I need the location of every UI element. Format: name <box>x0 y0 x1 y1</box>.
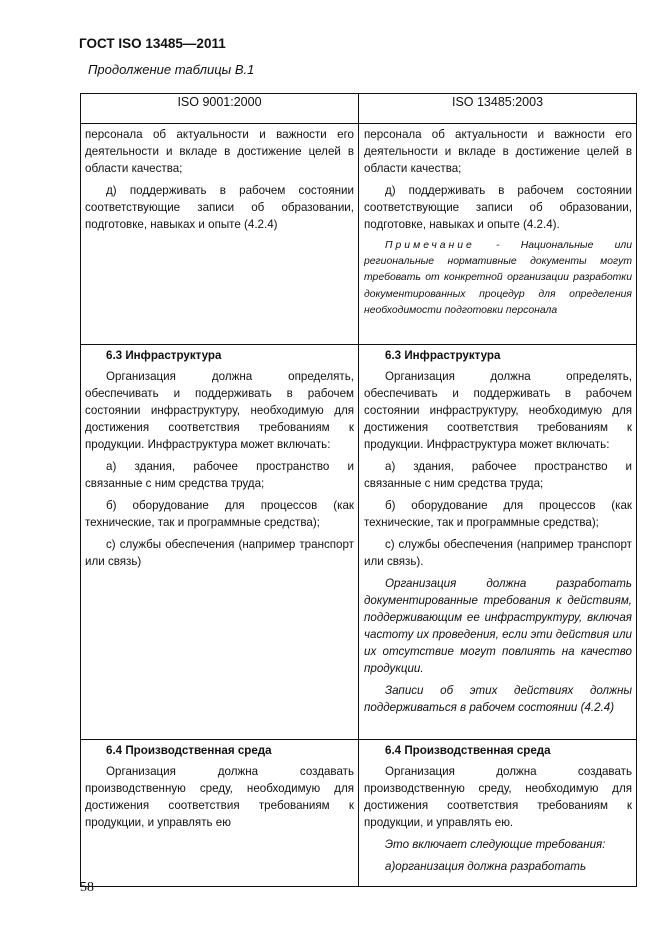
row2-left-cell <box>85 347 354 575</box>
comparison-table <box>80 93 637 887</box>
row1-right-note <box>364 238 632 319</box>
row1-right-paragraph: персонала об актуальности и важности его деятельности и вкладе в достижение целей в области качества; <box>364 128 632 175</box>
section-heading: 6.3 Инфраструктура <box>106 349 222 362</box>
document-title: ГОСТ ISO 13485—2011 <box>79 36 226 51</box>
row3-right-paragraph: Организация должна создавать производственную среду, необходимую для достижения соответствия требованиям к продукции, и управлять ею. <box>364 765 632 829</box>
row2-left-item-a: а) здания, рабочее пространство и связанные с ним средства труда; <box>85 460 354 490</box>
note-text: - Национальные или региональные нормативные документы могут требовать от конкретной организации разработки документированных процедур для определения необходимости подготовки персонала <box>364 240 632 316</box>
row3-right-cell <box>364 742 632 880</box>
column-divider <box>358 94 359 886</box>
section-heading: 6.4 Производственная среда <box>385 744 551 757</box>
row-divider <box>81 344 636 345</box>
row3-right-italic-paragraph: Это включает следующие требования: <box>385 838 606 851</box>
row2-right-item-c: с) службы обеспечения (например транспорт или связь). <box>364 538 632 568</box>
row2-right-cell <box>364 347 632 721</box>
row2-right-italic-paragraph: Записи об этих действиях должны поддерживаться в рабочем состоянии (4.2.4) <box>364 684 632 714</box>
section-heading: 6.4 Производственная среда <box>106 744 272 757</box>
column-header-left: ISO 9001:2000 <box>177 95 262 109</box>
row1-left-item-d: д) поддерживать в рабочем состоянии соответствующие записи об образовании, подготовке, навыках и опыте (4.2.4) <box>85 184 354 231</box>
row3-left-cell <box>85 742 354 836</box>
note-label: Примечание <box>385 240 475 251</box>
section-heading: 6.3 Инфраструктура <box>385 349 501 362</box>
row2-right-item-a: а) здания, рабочее пространство и связанные с ним средства труда; <box>364 460 632 490</box>
row2-left-item-c: с) службы обеспечения (например транспорт или связь) <box>85 538 354 568</box>
table-continuation-caption: Продолжение таблицы В.1 <box>88 62 255 77</box>
row3-left-paragraph: Организация должна создавать производственную среду, необходимую для достижения соответствия требованиям к продукции, и управлять ею <box>85 765 354 829</box>
row3-right-italic-paragraph: а)организация должна разработать <box>385 860 587 873</box>
row2-left-paragraph: Организация должна определять, обеспечивать и поддерживать в рабочем состоянии инфраструктуру, необходимую для достижения соответствия требованиям к продукции. Инфраструктура может включать: <box>85 370 354 451</box>
column-header-right: ISO 13485:2003 <box>451 95 544 109</box>
row-divider <box>81 739 636 740</box>
row2-right-paragraph: Организация должна определять, обеспечивать и поддерживать в рабочем состоянии инфраструктуру, необходимую для достижения соответствия требованиям к продукции. Инфраструктура может включать: <box>364 370 632 451</box>
row1-left-cell <box>85 126 354 238</box>
row2-left-item-b: б) оборудование для процессов (как технические, так и программные средства); <box>85 499 354 529</box>
row2-right-item-b: б) оборудование для процессов (как технические, так и программные средства); <box>364 499 632 529</box>
page-number: 58 <box>80 880 94 895</box>
row1-right-item-d: д) поддерживать в рабочем состоянии соответствующие записи об образовании, подготовке, навыках и опыте (4.2.4). <box>364 184 632 231</box>
row1-left-paragraph: персонала об актуальности и важности его деятельности и вкладе в достижение целей в области качества; <box>85 128 354 175</box>
row1-right-cell <box>364 126 632 324</box>
row2-right-italic-paragraph: Организация должна разработать документированные требования к действиям, поддерживающим ее инфраструктуру, включая частоту их проведения, если эти действия или их отсутствие могут повлиять на качество продукции. <box>364 577 632 675</box>
